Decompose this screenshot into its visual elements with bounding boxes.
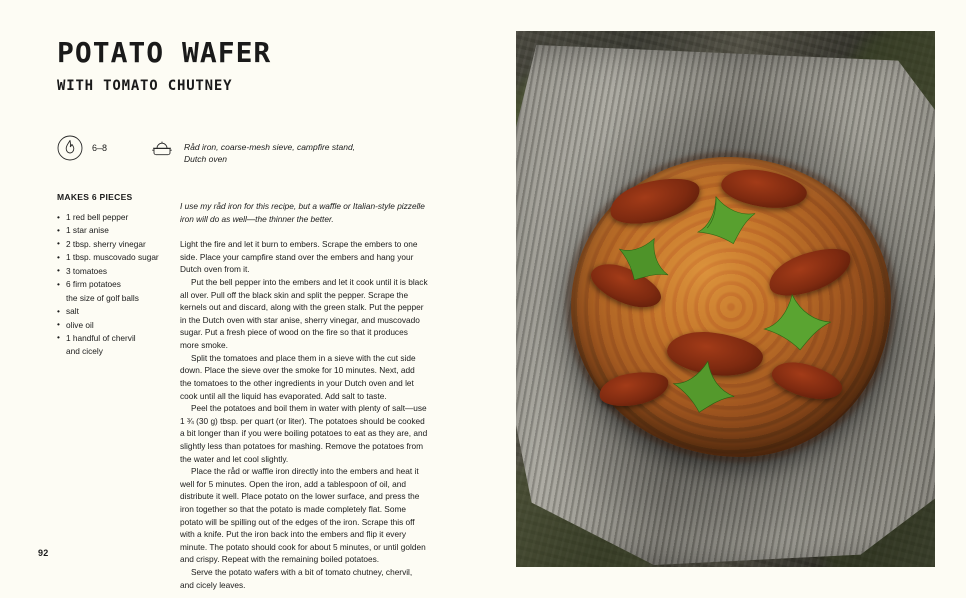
method-column <box>180 200 428 591</box>
dutch-oven-icon <box>149 135 175 161</box>
method-steps <box>180 238 428 591</box>
equipment-meta <box>149 135 364 166</box>
list-item-continuation: and cicely <box>66 346 103 357</box>
method-step: Put the bell pepper into the embers and let it cook until it is black all over. Pull off the black skin and split the pepper. Scrape the kernels out and discard, along with the green stalk. Put the pepper in the Dutch oven with star anise, sherry vinegar, and muscovado sugar. Put a fresh piece of wood on the fire so that it produces more smoke. <box>180 277 428 351</box>
ingredients-list <box>57 211 169 359</box>
page-title: POTATO WAFER <box>57 36 272 69</box>
flame-icon <box>57 135 83 161</box>
list-item: • 1 star anise <box>57 224 169 237</box>
method-step: Peel the potatoes and boil them in water with plenty of salt—use 1 ¾ (30 g) tbsp. per quart (or liter). The potatoes should be cooked a bit longer than if you were boiling potatoes to eat as they are, and slightly less than potatoes for mashing. Remove the potatoes from the water and let cool slightly. <box>180 403 428 464</box>
list-item: • 1 red bell pepper <box>57 211 169 224</box>
method-step: Serve the potato wafers with a bit of tomato chutney, chervil, and cicely leaves. <box>180 567 413 590</box>
list-item: • 2 tbsp. sherry vinegar <box>57 238 169 251</box>
list-item: • 1 handful of chervil <box>57 332 169 345</box>
ingredients-column <box>57 192 169 359</box>
servings-meta <box>57 135 107 161</box>
method-step: Light the fire and let it burn to embers. Scrape the embers to one side. Place your campfire stand over the embers and hang your Dutch oven from it. <box>180 239 418 275</box>
servings-value: 6–8 <box>92 143 108 153</box>
intro-note: I use my råd iron for this recipe, but a waffle or Italian-style pizzelle iron will do as well—the thinner the better. <box>180 201 425 224</box>
equipment-list: Råd iron, coarse-mesh sieve, campfire stand, Dutch oven <box>184 142 356 165</box>
recipe-meta <box>57 135 477 166</box>
list-item-continuation: the size of golf balls <box>66 292 139 303</box>
list-item: • 6 firm potatoes <box>57 278 169 291</box>
page-subtitle: WITH TOMATO CHUTNEY <box>57 77 233 94</box>
method-step: Split the tomatoes and place them in a sieve with the cut side down. Place the sieve over the smoke for 10 minutes. Next, add the tomatoes to the other ingredients in your Dutch oven and let cook until all the liquid has evaporated. Add salt to taste. <box>180 352 416 401</box>
list-item: • 1 tbsp. muscovado sugar <box>57 251 169 264</box>
makes-label: MAKES 6 PIECES <box>57 192 133 202</box>
list-item: • salt <box>57 305 169 318</box>
potato-wafer <box>571 157 891 457</box>
method-step: Place the råd or waffle iron directly into the embers and heat it well for 5 minutes. Open the iron, add a tablespoon of oil, and distribute it well. Place potato on the lower surface, and press the iron together so that the potato is made completely flat. Some potato will be spilling out of the edges of the iron. Scrape this off with a knife. Put the iron back into the embers and flip it every minute. The potato should cook for about 5 minutes, or until golden and crispy. Repeat with the remaining boiled potatoes. <box>180 466 426 565</box>
list-item: • 3 tomatoes <box>57 265 169 278</box>
title-block <box>57 38 477 94</box>
page-number: 92 <box>38 548 49 558</box>
list-item: • olive oil <box>57 319 169 332</box>
recipe-photo <box>516 31 935 567</box>
chervil-leaf <box>754 281 841 359</box>
